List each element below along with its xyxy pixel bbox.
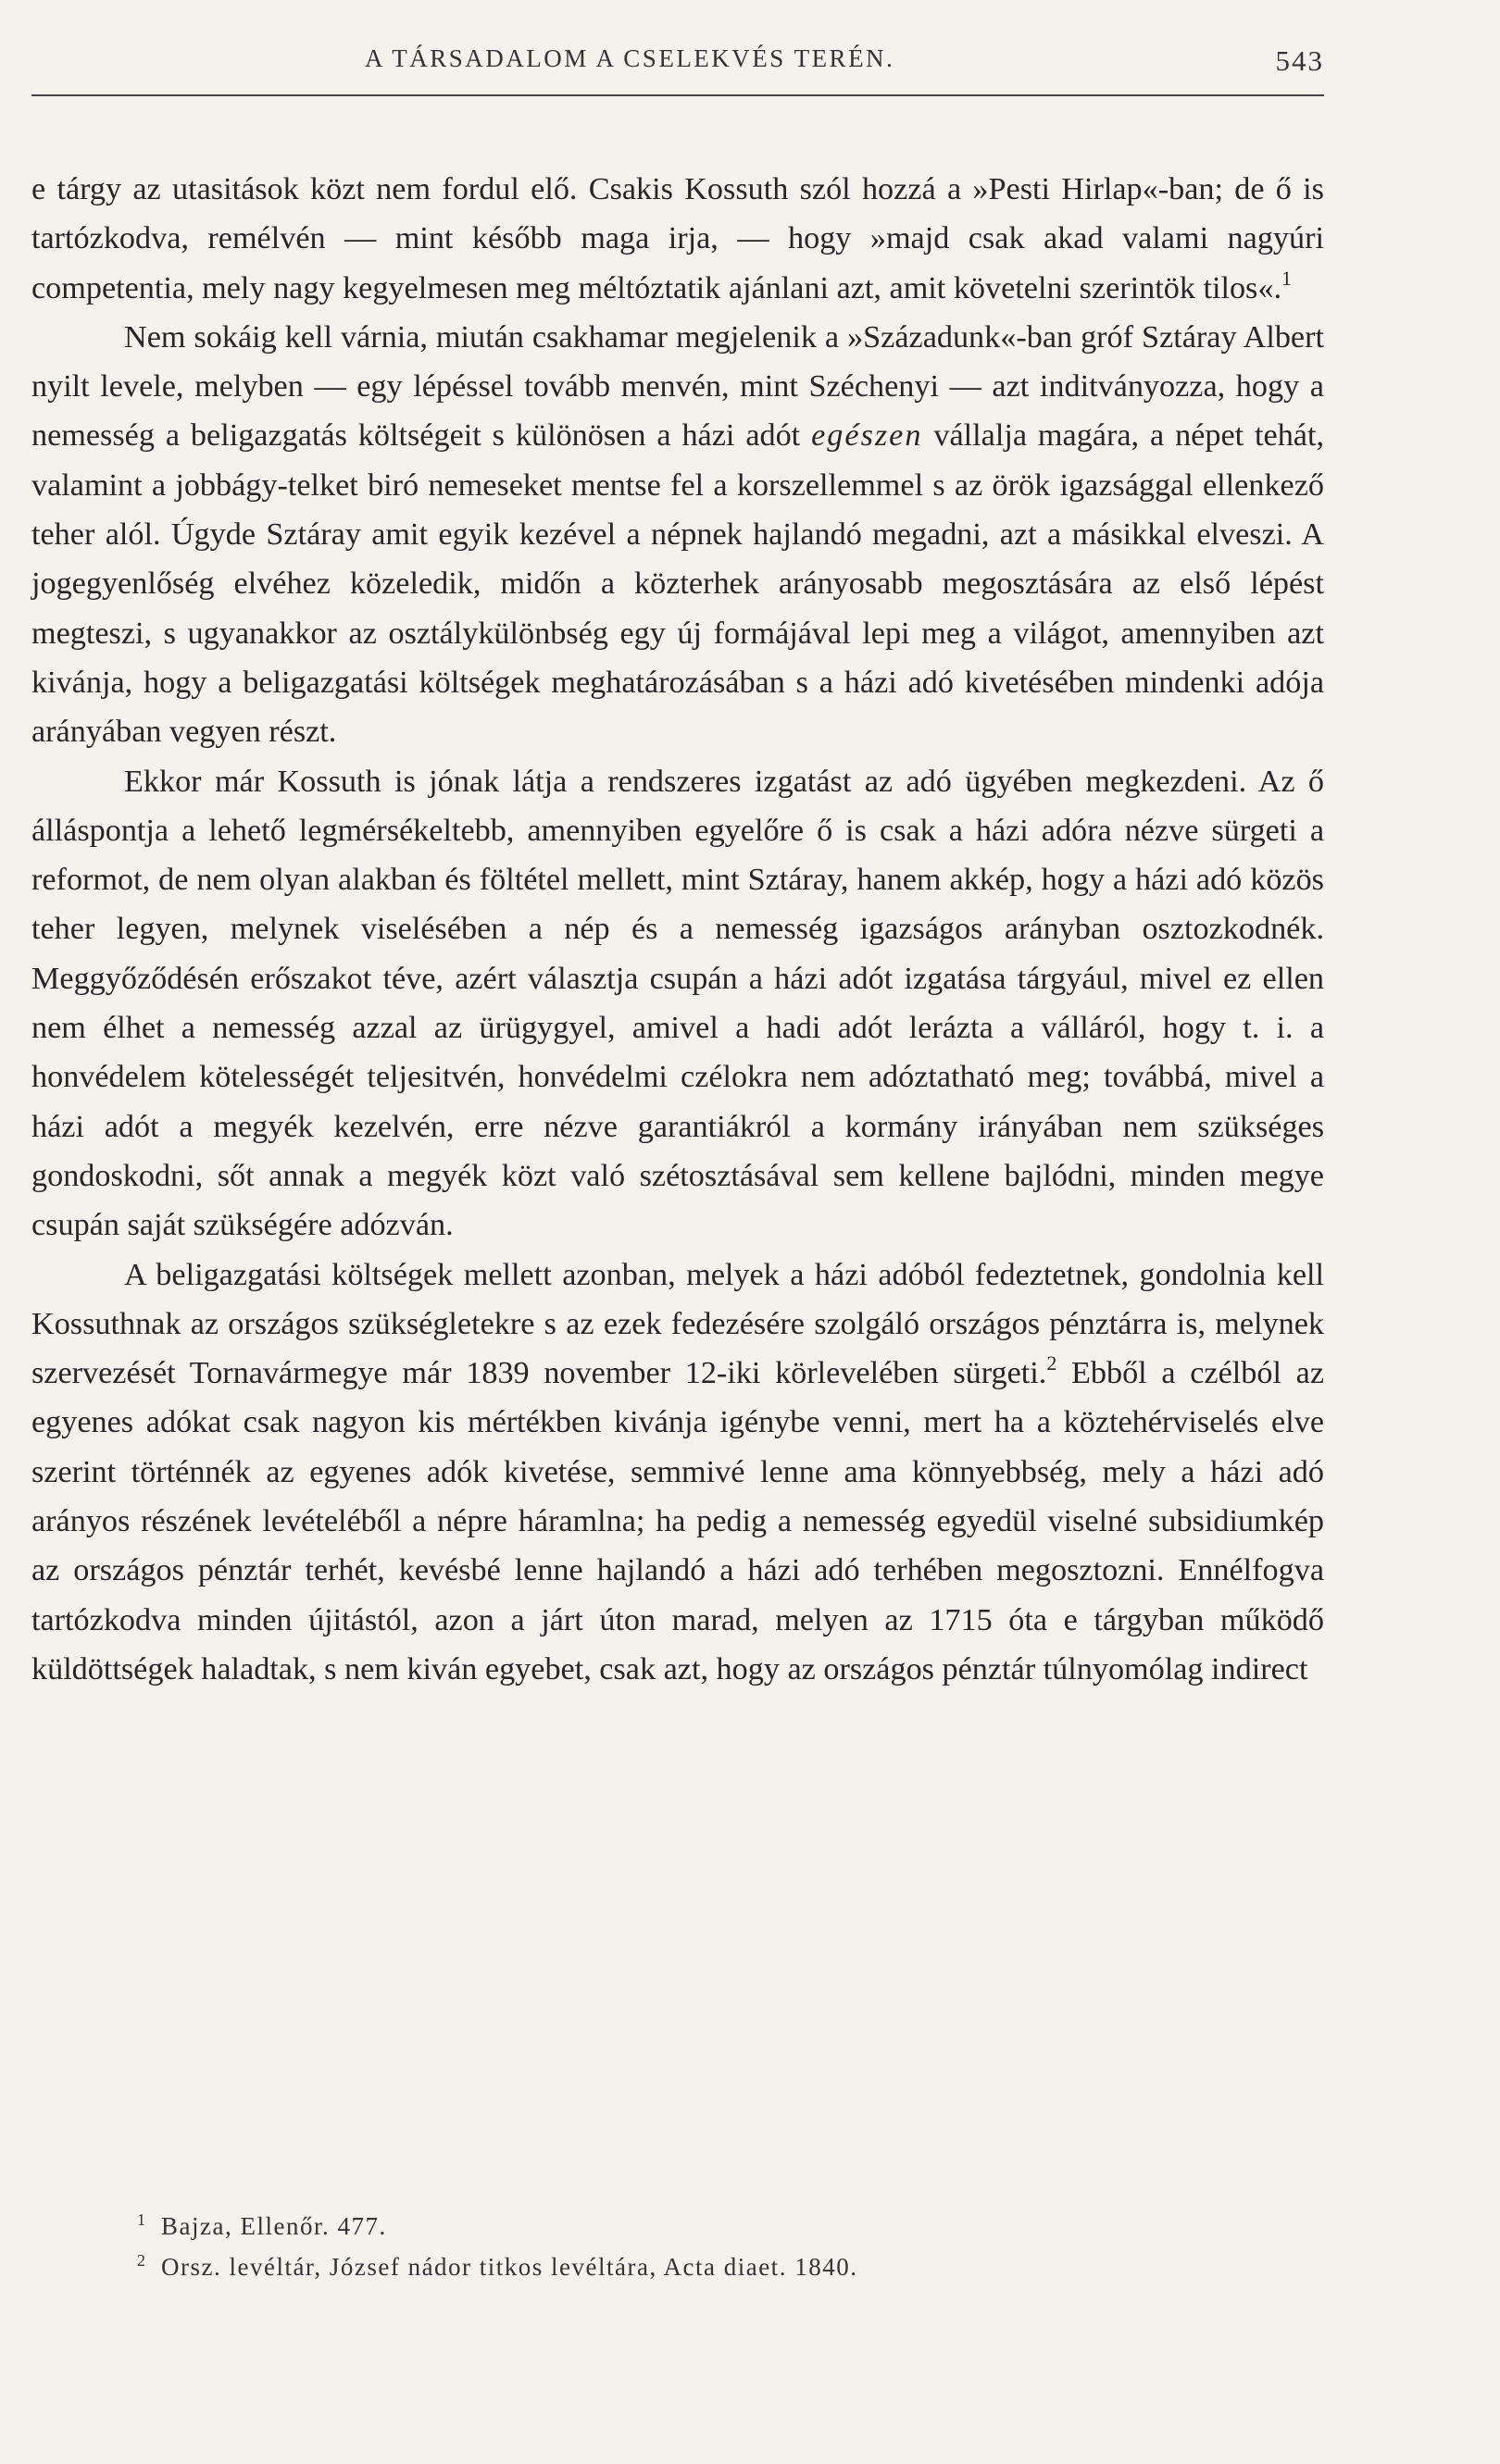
footnote-text: Bajza, Ellenőr. 477. [161, 2212, 387, 2240]
footnote-mark: 2 [137, 2251, 147, 2270]
paragraph-2 [31, 313, 1324, 757]
emphasized-word: egészen [811, 418, 923, 454]
footnote-reference-2: 2 [1046, 1351, 1057, 1375]
paragraph-3-text: Ekkor már Kossuth is jónak látja a rendszeres izgatást az adó ügyében megkezdeni. Az ő álláspontja a lehető legmérsékeltebb, amennyiben egyelőre ő is csak a házi adóra nézve sürgeti a reformot, de nem olyan alakban és föltétel mellett, mint Sztáray, hanem akkép, hogy a házi adó közös teher legyen, melynek viselésében a nép és a nemesség igazságos arányban osztozkodnék. Meggyőződésén erőszakot téve, azért választja csupán a házi adót izgatása tárgyául, mivel ez ellen nem élhet a nemesség azzal az ürügygyel, amivel a hadi adót lerázta a válláról, hogy t. i. a honvédelem kötelességét teljesitvén, honvédelmi czélokra nem adóztatható meg; továbbá, mivel a házi adót a megyék kezelvén, erre nézve garantiákról a kormány irányában nem szükséges gondoskodni, sőt annak a megyék közt való szétosztásával sem kellene bajlódni, minden megye csupán saját szükségére adózván. [31, 764, 1324, 1243]
paragraph-3 [31, 757, 1324, 1251]
footnote-reference-1: 1 [1281, 266, 1292, 290]
running-head [31, 37, 1324, 96]
paragraph-4-text-a: A beligazgatási költségek mellett azonban, melyek a házi adóból fedeztetnek, gondolnia kell Kossuthnak az országos szükségletekre s az ezek fedezésére szolgáló országos pénztárra is, melynek szervezését Tornavármegye már 1839 november 12-iki körlevelében sürgeti. [31, 1257, 1324, 1391]
paragraph-2-text-b: vállalja magára, a népet tehát, valamint a jobbágy-telket biró nemeseket mentse fel a korszellemmel s az örök igazsággal ellenkező teher alól. Úgyde Sztáray amit egyik kezével a népnek hajlandó megadni, azt a másikkal elveszi. A jogegyenlőség elvéhez közeledik, midőn a közterhek arányosabb megosztására az első lépést megteszi, s ugyanakkor az osztálykülönbség egy új formájával lepi meg a világot, amennyiben azt kivánja, hogy a beligazgatási költségek meghatározásában s a házi adó kivetésében mindenki adója arányában vegyen részt. [31, 418, 1325, 750]
paragraph-4 [31, 1251, 1324, 1695]
footnotes [137, 2208, 857, 2289]
body-text [31, 165, 1324, 1694]
paragraph-4-text-b: Ebből a czélból az egyenes adókat csak nagyon kis mértékben kivánja igénybe venni, mert ha a köztehérviselés elve szerint történnék az egyenes adók kivetése, semmivé lenne ama könnyebbség, mely a házi adó arányos részének levételéből a népre háramlna; ha pedig a nemesség egyedül viselné subsidiumkép az országos pénztár terhét, kevésbé lenne hajlandó a házi adó terhében megosztozni. Ennélfogva tartózkodva minden újitástól, azon a járt úton marad, melyen az 1715 óta e tárgyban működő küldöttségek haladtak, s nem kiván egyebet, csak azt, hogy az országos pénztár túlnyomólag indirect [31, 1356, 1324, 1686]
running-title: A TÁRSADALOM A CSELEKVÉS TERÉN. [365, 44, 895, 72]
footnote-2 [137, 2248, 857, 2289]
footnote-1 [137, 2208, 857, 2248]
page-number: 543 [1275, 44, 1324, 77]
footnote-mark: 1 [137, 2210, 147, 2229]
paragraph-1 [31, 165, 1324, 313]
footnote-text: Orsz. levéltár, József nádor titkos levéltára, Acta diaet. 1840. [161, 2253, 858, 2281]
paragraph-2-text-a: Nem sokáig kell várnia, miután csakhamar megjelenik a »Századunk«-ban gróf Sztáray Albert nyilt levele, melyben — egy lépéssel tovább menvén, mint Széchenyi — azt inditványozza, hogy a nemesség a beligazgatás költségeit s különösen a házi adót [31, 319, 1324, 454]
paragraph-1-text: e tárgy az utasitások közt nem fordul elő. Csakis Kossuth szól hozzá a »Pesti Hirlap«-ban; de ő is tartózkodva, remélvén — mint később maga irja, — hogy »majd csak akad valami nagyúri competentia, mely nagy kegyelmesen meg méltóztatik ajánlani azt, amit követelni szerintök tilos«. [31, 172, 1324, 305]
